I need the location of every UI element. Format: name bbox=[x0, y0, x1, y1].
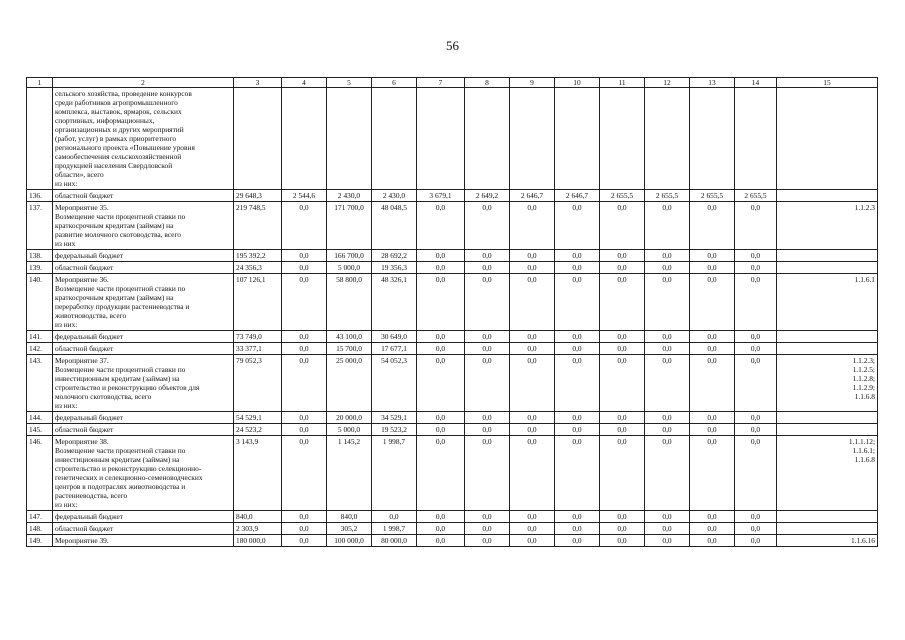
value-cell: 305,2 bbox=[327, 523, 372, 535]
value-cell bbox=[735, 88, 777, 190]
value-cell: 0,0 bbox=[465, 523, 510, 535]
column-header: 3 bbox=[234, 78, 282, 88]
value-cell: 840,0 bbox=[234, 511, 282, 523]
row-number: 140. bbox=[27, 274, 53, 331]
value-cell: 0,0 bbox=[510, 511, 555, 523]
value-cell: 0,0 bbox=[510, 523, 555, 535]
row-number: 144. bbox=[27, 412, 53, 424]
value-cell: 0,0 bbox=[510, 535, 555, 547]
value-cell bbox=[282, 88, 327, 190]
value-cell: 28 692,2 bbox=[372, 250, 417, 262]
value-cell: 34 529,1 bbox=[372, 412, 417, 424]
target-code bbox=[777, 250, 878, 262]
value-cell: 0,0 bbox=[417, 250, 465, 262]
target-code: 1.1.2.3 bbox=[777, 202, 878, 250]
value-cell: 0,0 bbox=[645, 331, 690, 343]
value-cell: 19 356,3 bbox=[372, 262, 417, 274]
value-cell: 0,0 bbox=[282, 262, 327, 274]
value-cell: 33 377,1 bbox=[234, 343, 282, 355]
value-cell: 219 748,5 bbox=[234, 202, 282, 250]
table-row bbox=[27, 535, 878, 547]
value-cell: 0,0 bbox=[465, 355, 510, 412]
value-cell: 0,0 bbox=[735, 202, 777, 250]
table-body bbox=[27, 88, 878, 547]
value-cell: 0,0 bbox=[465, 511, 510, 523]
row-number: 139. bbox=[27, 262, 53, 274]
value-cell: 166 700,0 bbox=[327, 250, 372, 262]
value-cell: 0,0 bbox=[735, 250, 777, 262]
value-cell: 0,0 bbox=[555, 511, 600, 523]
row-description: федеральный бюджет bbox=[53, 412, 234, 424]
value-cell: 0,0 bbox=[282, 331, 327, 343]
row-description: областной бюджет bbox=[53, 262, 234, 274]
column-header: 8 bbox=[465, 78, 510, 88]
target-code: 1.1.2.3; 1.1.2.5; 1.1.2.8; 1.1.2.9; 1.1.6.8 bbox=[777, 355, 878, 412]
value-cell: 5 000,0 bbox=[327, 262, 372, 274]
value-cell: 0,0 bbox=[690, 511, 735, 523]
value-cell: 25 000,0 bbox=[327, 355, 372, 412]
column-header: 9 bbox=[510, 78, 555, 88]
value-cell: 0,0 bbox=[645, 274, 690, 331]
target-code: 1.1.1.12; 1.1.6.1; 1.1.6.8 bbox=[777, 436, 878, 511]
value-cell: 0,0 bbox=[282, 202, 327, 250]
value-cell: 2 655,5 bbox=[735, 190, 777, 202]
value-cell: 0,0 bbox=[555, 535, 600, 547]
column-header: 6 bbox=[372, 78, 417, 88]
row-description: сельского хозяйства, проведение конкурсов среди работников агропромышленного комплекса, выставок, ярмарок, сельских спортивных, информационных, организационных и других мероприятий (работ, услуг) в рамках приоритетного регионального проекта «Повышение уровня самообеспечения сельскохозяйственной продукцией населения Свердловской области», всего из них: bbox=[53, 88, 234, 190]
value-cell: 1 998,7 bbox=[372, 523, 417, 535]
row-number bbox=[27, 88, 53, 190]
row-number: 142. bbox=[27, 343, 53, 355]
target-code: 1.1.6.1 bbox=[777, 274, 878, 331]
row-description: федеральный бюджет bbox=[53, 250, 234, 262]
value-cell: 54 529,1 bbox=[234, 412, 282, 424]
value-cell: 100 000,0 bbox=[327, 535, 372, 547]
value-cell: 80 000,0 bbox=[372, 535, 417, 547]
row-description: федеральный бюджет bbox=[53, 511, 234, 523]
value-cell: 0,0 bbox=[735, 412, 777, 424]
header-row bbox=[27, 78, 878, 88]
column-header: 13 bbox=[690, 78, 735, 88]
value-cell: 0,0 bbox=[690, 535, 735, 547]
table-row bbox=[27, 190, 878, 202]
table-row bbox=[27, 262, 878, 274]
row-description: Мероприятие 35. Возмещение части процентной ставки по краткосрочным кредитам (займам) на развитие молочного скотоводства, всего из них bbox=[53, 202, 234, 250]
value-cell: 0,0 bbox=[417, 523, 465, 535]
value-cell: 0,0 bbox=[510, 274, 555, 331]
row-number: 138. bbox=[27, 250, 53, 262]
column-header: 4 bbox=[282, 78, 327, 88]
value-cell: 0,0 bbox=[510, 355, 555, 412]
value-cell: 2 655,5 bbox=[600, 190, 645, 202]
value-cell: 0,0 bbox=[555, 202, 600, 250]
table-row bbox=[27, 331, 878, 343]
value-cell: 0,0 bbox=[600, 202, 645, 250]
value-cell: 0,0 bbox=[510, 250, 555, 262]
value-cell: 0,0 bbox=[417, 343, 465, 355]
value-cell: 79 052,3 bbox=[234, 355, 282, 412]
value-cell: 0,0 bbox=[417, 424, 465, 436]
value-cell: 0,0 bbox=[690, 436, 735, 511]
value-cell: 0,0 bbox=[510, 331, 555, 343]
value-cell: 30 649,0 bbox=[372, 331, 417, 343]
value-cell: 0,0 bbox=[510, 202, 555, 250]
target-code bbox=[777, 331, 878, 343]
value-cell: 0,0 bbox=[417, 274, 465, 331]
value-cell bbox=[600, 88, 645, 190]
value-cell: 0,0 bbox=[690, 274, 735, 331]
value-cell: 0,0 bbox=[735, 424, 777, 436]
value-cell: 0,0 bbox=[417, 412, 465, 424]
table-row bbox=[27, 424, 878, 436]
value-cell bbox=[234, 88, 282, 190]
value-cell: 2 430,0 bbox=[372, 190, 417, 202]
value-cell: 0,0 bbox=[645, 202, 690, 250]
value-cell: 0,0 bbox=[600, 250, 645, 262]
row-number: 141. bbox=[27, 331, 53, 343]
target-code bbox=[777, 424, 878, 436]
value-cell: 0,0 bbox=[600, 535, 645, 547]
row-description: Мероприятие 38. Возмещение части процентной ставки по инвестиционным кредитам (займам) на строительство и реконструкцию селекционно- генетических и селекционно-семеноводческих центров в подотраслях животноводства и растениеводства, всего из них: bbox=[53, 436, 234, 511]
row-number: 148. bbox=[27, 523, 53, 535]
value-cell: 48 326,1 bbox=[372, 274, 417, 331]
value-cell: 0,0 bbox=[690, 262, 735, 274]
row-number: 147. bbox=[27, 511, 53, 523]
value-cell: 0,0 bbox=[465, 202, 510, 250]
value-cell bbox=[465, 88, 510, 190]
value-cell: 48 048,5 bbox=[372, 202, 417, 250]
value-cell: 29 648,3 bbox=[234, 190, 282, 202]
row-description: Мероприятие 37. Возмещение части процентной ставки по инвестиционным кредитам (займам) на строительство и реконструкцию объектов для молочного скотоводства, всего из них: bbox=[53, 355, 234, 412]
value-cell: 0,0 bbox=[645, 250, 690, 262]
value-cell: 0,0 bbox=[417, 331, 465, 343]
value-cell: 19 523,2 bbox=[372, 424, 417, 436]
value-cell: 0,0 bbox=[600, 424, 645, 436]
value-cell: 0,0 bbox=[690, 331, 735, 343]
value-cell bbox=[645, 88, 690, 190]
value-cell bbox=[327, 88, 372, 190]
value-cell: 3 679,1 bbox=[417, 190, 465, 202]
value-cell bbox=[417, 88, 465, 190]
value-cell: 2 544,6 bbox=[282, 190, 327, 202]
budget-table bbox=[26, 77, 878, 547]
table-row bbox=[27, 436, 878, 511]
value-cell: 0,0 bbox=[282, 412, 327, 424]
target-code bbox=[777, 262, 878, 274]
value-cell: 2 646,7 bbox=[510, 190, 555, 202]
table-row bbox=[27, 250, 878, 262]
value-cell: 0,0 bbox=[510, 424, 555, 436]
value-cell: 0,0 bbox=[282, 511, 327, 523]
row-description: областной бюджет bbox=[53, 424, 234, 436]
value-cell bbox=[372, 88, 417, 190]
value-cell: 0,0 bbox=[645, 412, 690, 424]
value-cell: 0,0 bbox=[735, 262, 777, 274]
value-cell: 1 145,2 bbox=[327, 436, 372, 511]
value-cell: 0,0 bbox=[465, 262, 510, 274]
row-description: областной бюджет bbox=[53, 190, 234, 202]
value-cell: 54 052,3 bbox=[372, 355, 417, 412]
column-header: 1 bbox=[27, 78, 53, 88]
row-description: Мероприятие 39. bbox=[53, 535, 234, 547]
value-cell: 0,0 bbox=[417, 202, 465, 250]
target-code bbox=[777, 511, 878, 523]
row-number: 146. bbox=[27, 436, 53, 511]
table-row bbox=[27, 412, 878, 424]
value-cell: 0,0 bbox=[735, 436, 777, 511]
value-cell: 0,0 bbox=[735, 274, 777, 331]
value-cell: 0,0 bbox=[735, 523, 777, 535]
value-cell: 0,0 bbox=[690, 250, 735, 262]
row-description: федеральный бюджет bbox=[53, 331, 234, 343]
value-cell: 2 430,0 bbox=[327, 190, 372, 202]
table-row bbox=[27, 355, 878, 412]
value-cell: 2 649,2 bbox=[465, 190, 510, 202]
value-cell: 0,0 bbox=[417, 262, 465, 274]
row-number: 149. bbox=[27, 535, 53, 547]
table-row bbox=[27, 511, 878, 523]
table-header bbox=[27, 78, 878, 88]
value-cell: 73 749,0 bbox=[234, 331, 282, 343]
value-cell: 24 356,3 bbox=[234, 262, 282, 274]
value-cell: 0,0 bbox=[465, 250, 510, 262]
value-cell: 0,0 bbox=[645, 424, 690, 436]
column-header: 15 bbox=[777, 78, 878, 88]
value-cell: 0,0 bbox=[282, 250, 327, 262]
value-cell: 0,0 bbox=[690, 412, 735, 424]
target-code bbox=[777, 523, 878, 535]
value-cell: 3 143,9 bbox=[234, 436, 282, 511]
value-cell: 0,0 bbox=[465, 274, 510, 331]
value-cell: 2 303,9 bbox=[234, 523, 282, 535]
column-header: 11 bbox=[600, 78, 645, 88]
value-cell bbox=[555, 88, 600, 190]
table-row bbox=[27, 523, 878, 535]
value-cell: 0,0 bbox=[510, 412, 555, 424]
value-cell: 0,0 bbox=[645, 436, 690, 511]
value-cell: 0,0 bbox=[465, 436, 510, 511]
value-cell: 17 677,1 bbox=[372, 343, 417, 355]
value-cell: 0,0 bbox=[645, 511, 690, 523]
value-cell: 1 998,7 bbox=[372, 436, 417, 511]
row-description: областной бюджет bbox=[53, 523, 234, 535]
column-header: 10 bbox=[555, 78, 600, 88]
value-cell: 0,0 bbox=[372, 511, 417, 523]
target-code bbox=[777, 412, 878, 424]
value-cell: 0,0 bbox=[600, 412, 645, 424]
value-cell: 0,0 bbox=[600, 355, 645, 412]
target-code bbox=[777, 343, 878, 355]
target-code bbox=[777, 88, 878, 190]
value-cell: 0,0 bbox=[510, 436, 555, 511]
column-header: 14 bbox=[735, 78, 777, 88]
column-header: 12 bbox=[645, 78, 690, 88]
value-cell: 0,0 bbox=[600, 331, 645, 343]
value-cell: 0,0 bbox=[600, 523, 645, 535]
row-description: Мероприятие 36. Возмещение части процентной ставки по краткосрочным кредитам (займам) на переработку продукции растениеводства и животноводства, всего из них: bbox=[53, 274, 234, 331]
value-cell: 0,0 bbox=[465, 412, 510, 424]
value-cell: 15 700,0 bbox=[327, 343, 372, 355]
value-cell: 171 700,0 bbox=[327, 202, 372, 250]
value-cell: 2 655,5 bbox=[645, 190, 690, 202]
value-cell: 0,0 bbox=[645, 355, 690, 412]
row-number: 145. bbox=[27, 424, 53, 436]
value-cell: 840,0 bbox=[327, 511, 372, 523]
value-cell: 58 800,0 bbox=[327, 274, 372, 331]
value-cell: 0,0 bbox=[465, 331, 510, 343]
value-cell bbox=[690, 88, 735, 190]
value-cell: 43 100,0 bbox=[327, 331, 372, 343]
row-number: 137. bbox=[27, 202, 53, 250]
value-cell: 0,0 bbox=[282, 424, 327, 436]
value-cell: 5 000,0 bbox=[327, 424, 372, 436]
column-header: 5 bbox=[327, 78, 372, 88]
value-cell: 20 000,0 bbox=[327, 412, 372, 424]
value-cell: 0,0 bbox=[645, 343, 690, 355]
value-cell: 0,0 bbox=[555, 436, 600, 511]
value-cell: 2 655,5 bbox=[690, 190, 735, 202]
value-cell: 195 392,2 bbox=[234, 250, 282, 262]
value-cell: 2 646,7 bbox=[555, 190, 600, 202]
value-cell: 0,0 bbox=[690, 523, 735, 535]
value-cell: 0,0 bbox=[282, 535, 327, 547]
column-header: 7 bbox=[417, 78, 465, 88]
value-cell: 0,0 bbox=[282, 274, 327, 331]
value-cell: 0,0 bbox=[282, 355, 327, 412]
value-cell: 0,0 bbox=[645, 262, 690, 274]
value-cell: 0,0 bbox=[690, 424, 735, 436]
value-cell: 0,0 bbox=[600, 274, 645, 331]
value-cell: 0,0 bbox=[555, 331, 600, 343]
value-cell: 0,0 bbox=[555, 250, 600, 262]
value-cell: 0,0 bbox=[417, 511, 465, 523]
value-cell: 0,0 bbox=[417, 535, 465, 547]
value-cell: 0,0 bbox=[645, 523, 690, 535]
row-number: 143. bbox=[27, 355, 53, 412]
value-cell: 0,0 bbox=[600, 436, 645, 511]
value-cell bbox=[510, 88, 555, 190]
value-cell: 0,0 bbox=[735, 355, 777, 412]
value-cell: 0,0 bbox=[510, 262, 555, 274]
value-cell: 0,0 bbox=[555, 523, 600, 535]
value-cell: 0,0 bbox=[555, 424, 600, 436]
value-cell: 0,0 bbox=[735, 331, 777, 343]
row-number: 136. bbox=[27, 190, 53, 202]
value-cell: 0,0 bbox=[465, 343, 510, 355]
value-cell: 0,0 bbox=[555, 262, 600, 274]
value-cell: 0,0 bbox=[417, 355, 465, 412]
value-cell: 0,0 bbox=[555, 274, 600, 331]
value-cell: 0,0 bbox=[555, 343, 600, 355]
table-row bbox=[27, 274, 878, 331]
value-cell: 0,0 bbox=[282, 343, 327, 355]
target-code bbox=[777, 190, 878, 202]
value-cell: 0,0 bbox=[690, 355, 735, 412]
value-cell: 0,0 bbox=[555, 355, 600, 412]
value-cell: 0,0 bbox=[465, 424, 510, 436]
value-cell: 0,0 bbox=[282, 436, 327, 511]
value-cell: 0,0 bbox=[465, 535, 510, 547]
target-code: 1.1.6.16 bbox=[777, 535, 878, 547]
table-row bbox=[27, 88, 878, 190]
table-row bbox=[27, 202, 878, 250]
value-cell: 0,0 bbox=[282, 523, 327, 535]
column-header: 2 bbox=[53, 78, 234, 88]
value-cell: 0,0 bbox=[735, 511, 777, 523]
table-row bbox=[27, 343, 878, 355]
value-cell: 0,0 bbox=[690, 202, 735, 250]
value-cell: 0,0 bbox=[645, 535, 690, 547]
value-cell: 0,0 bbox=[690, 343, 735, 355]
value-cell: 0,0 bbox=[600, 343, 645, 355]
row-description: областной бюджет bbox=[53, 343, 234, 355]
value-cell: 0,0 bbox=[417, 436, 465, 511]
value-cell: 0,0 bbox=[600, 262, 645, 274]
value-cell: 24 523,2 bbox=[234, 424, 282, 436]
value-cell: 0,0 bbox=[735, 535, 777, 547]
value-cell: 180 000,0 bbox=[234, 535, 282, 547]
value-cell: 0,0 bbox=[600, 511, 645, 523]
value-cell: 0,0 bbox=[510, 343, 555, 355]
value-cell: 0,0 bbox=[555, 412, 600, 424]
value-cell: 0,0 bbox=[735, 343, 777, 355]
value-cell: 107 126,1 bbox=[234, 274, 282, 331]
page-number: 56 bbox=[446, 38, 459, 53]
